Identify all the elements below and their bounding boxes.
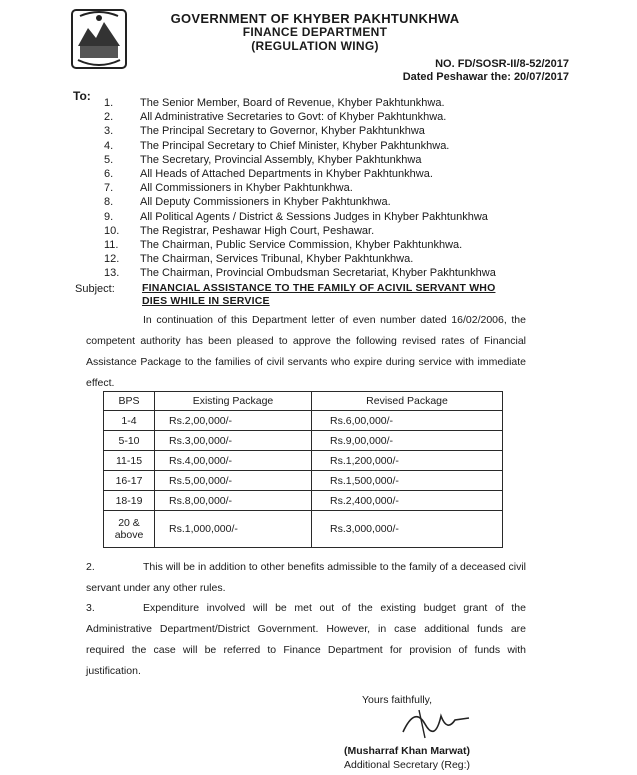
list-item: 8. All Deputy Commissioners in Khyber Pakhtunkhwa. bbox=[104, 196, 391, 209]
addressee-list bbox=[96, 96, 556, 280]
closing-salutation: Yours faithfully, bbox=[362, 694, 433, 706]
cell-existing: Rs.3,00,000/- bbox=[155, 431, 312, 451]
cell-bps: 18-19 bbox=[104, 491, 155, 511]
letter-date: Dated Peshawar the: 20/07/2017 bbox=[402, 71, 569, 83]
rates-table bbox=[103, 391, 503, 548]
paragraph-number: 3. bbox=[86, 602, 95, 614]
signatory-designation: Additional Secretary (Reg:) bbox=[344, 759, 471, 771]
list-item: 11. The Chairman, Public Service Commission, Khyber Pakhtunkhwa. bbox=[104, 238, 463, 251]
cell-revised: Rs.9,00,000/- bbox=[312, 431, 503, 451]
list-item: 13. The Chairman, Provincial Ombudsman Secretariat, Khyber Pakhtunkhwa bbox=[104, 267, 496, 280]
cell-revised: Rs.1,500,000/- bbox=[312, 471, 503, 491]
reference-number: NO. FD/SOSR-II/8-52/2017 bbox=[435, 58, 569, 70]
table-row bbox=[104, 451, 503, 471]
paragraph-2 bbox=[86, 557, 526, 599]
cell-bps: 16-17 bbox=[104, 471, 155, 491]
signatory-name: (Musharraf Khan Marwat) bbox=[344, 745, 471, 757]
paragraph-1: In continuation of this Department letter of even number dated 16/02/2006, the competent authority has been pleased to approve the following revised rates of Financial Assistance Package to the families of civil servants who expire during service with immediate effect. bbox=[86, 314, 526, 389]
table-row bbox=[104, 411, 503, 431]
table-header-row bbox=[104, 392, 503, 411]
list-item: 9. All Political Agents / District & Sessions Judges in Khyber Pakhtunkhwa bbox=[104, 210, 488, 223]
paragraph-3 bbox=[86, 598, 526, 682]
list-item: 2. All Administrative Secretaries to Govt: of Khyber Pakhtunkhwa. bbox=[104, 111, 447, 124]
column-header-revised: Revised Package bbox=[312, 392, 503, 411]
table-row bbox=[104, 431, 503, 451]
header-wing: (REGULATION WING) bbox=[251, 39, 379, 53]
cell-existing: Rs.5,00,000/- bbox=[155, 471, 312, 491]
government-emblem-icon bbox=[66, 6, 132, 72]
list-item: 4. The Principal Secretary to Chief Minister, Khyber Pakhtunkhwa. bbox=[104, 139, 450, 152]
cell-revised: Rs.6,00,000/- bbox=[312, 411, 503, 431]
table-row bbox=[104, 511, 503, 548]
cell-revised: Rs.2,400,000/- bbox=[312, 491, 503, 511]
cell-existing: Rs.2,00,000/- bbox=[155, 411, 312, 431]
paragraph-number: 2. bbox=[86, 561, 95, 573]
list-item: 10. The Registrar, Peshawar High Court, Peshawar. bbox=[104, 224, 375, 237]
signature-icon bbox=[395, 702, 475, 742]
header-department: FINANCE DEPARTMENT bbox=[242, 25, 388, 39]
cell-bps: 5-10 bbox=[104, 431, 155, 451]
column-header-bps: BPS bbox=[104, 392, 155, 411]
subject-label: Subject: bbox=[75, 283, 115, 295]
list-item: 7. All Commissioners in Khyber Pakhtunkhwa. bbox=[104, 182, 353, 195]
list-item: 6. All Heads of Attached Departments in Khyber Pakhtunkhwa. bbox=[104, 167, 433, 180]
table-row bbox=[104, 491, 503, 511]
paragraph-text: Expenditure involved will be met out of the existing budget grant of the Administrative Department/District Government. However, in case additional funds are required the case will be referred to Finance Department for provision of funds with justification. bbox=[86, 602, 526, 677]
to-label: To: bbox=[73, 89, 91, 103]
list-item: 5. The Secretary, Provincial Assembly, Khyber Pakhtunkhwa bbox=[104, 153, 422, 166]
cell-existing: Rs.4,00,000/- bbox=[155, 451, 312, 471]
cell-bps: 11-15 bbox=[104, 451, 155, 471]
cell-bps: 1-4 bbox=[104, 411, 155, 431]
paragraph-text: This will be in addition to other benefits admissible to the family of a deceased civil servant under any other rules. bbox=[86, 561, 526, 594]
table-row bbox=[104, 471, 503, 491]
cell-revised: Rs.1,200,000/- bbox=[312, 451, 503, 471]
header-government: GOVERNMENT OF KHYBER PAKHTUNKHWA bbox=[170, 11, 460, 26]
list-item: 3. The Principal Secretary to Governor, Khyber Pakhtunkhwa bbox=[104, 125, 425, 138]
subject-text: FINANCIAL ASSISTANCE TO THE FAMILY OF ACIVIL SERVANT WHO DIES WHILE IN SERVICE bbox=[142, 282, 496, 307]
list-item: 12. The Chairman, Services Tribunal, Khyber Pakhtunkhwa. bbox=[104, 253, 414, 266]
list-item: 1. The Senior Member, Board of Revenue, Khyber Pakhtunkhwa. bbox=[104, 97, 445, 109]
cell-existing: Rs.8,00,000/- bbox=[155, 491, 312, 511]
cell-revised: Rs.3,000,000/- bbox=[312, 511, 503, 548]
column-header-existing: Existing Package bbox=[155, 392, 312, 411]
cell-existing: Rs.1,000,000/- bbox=[155, 511, 312, 548]
cell-bps: 20 & above bbox=[104, 511, 155, 548]
